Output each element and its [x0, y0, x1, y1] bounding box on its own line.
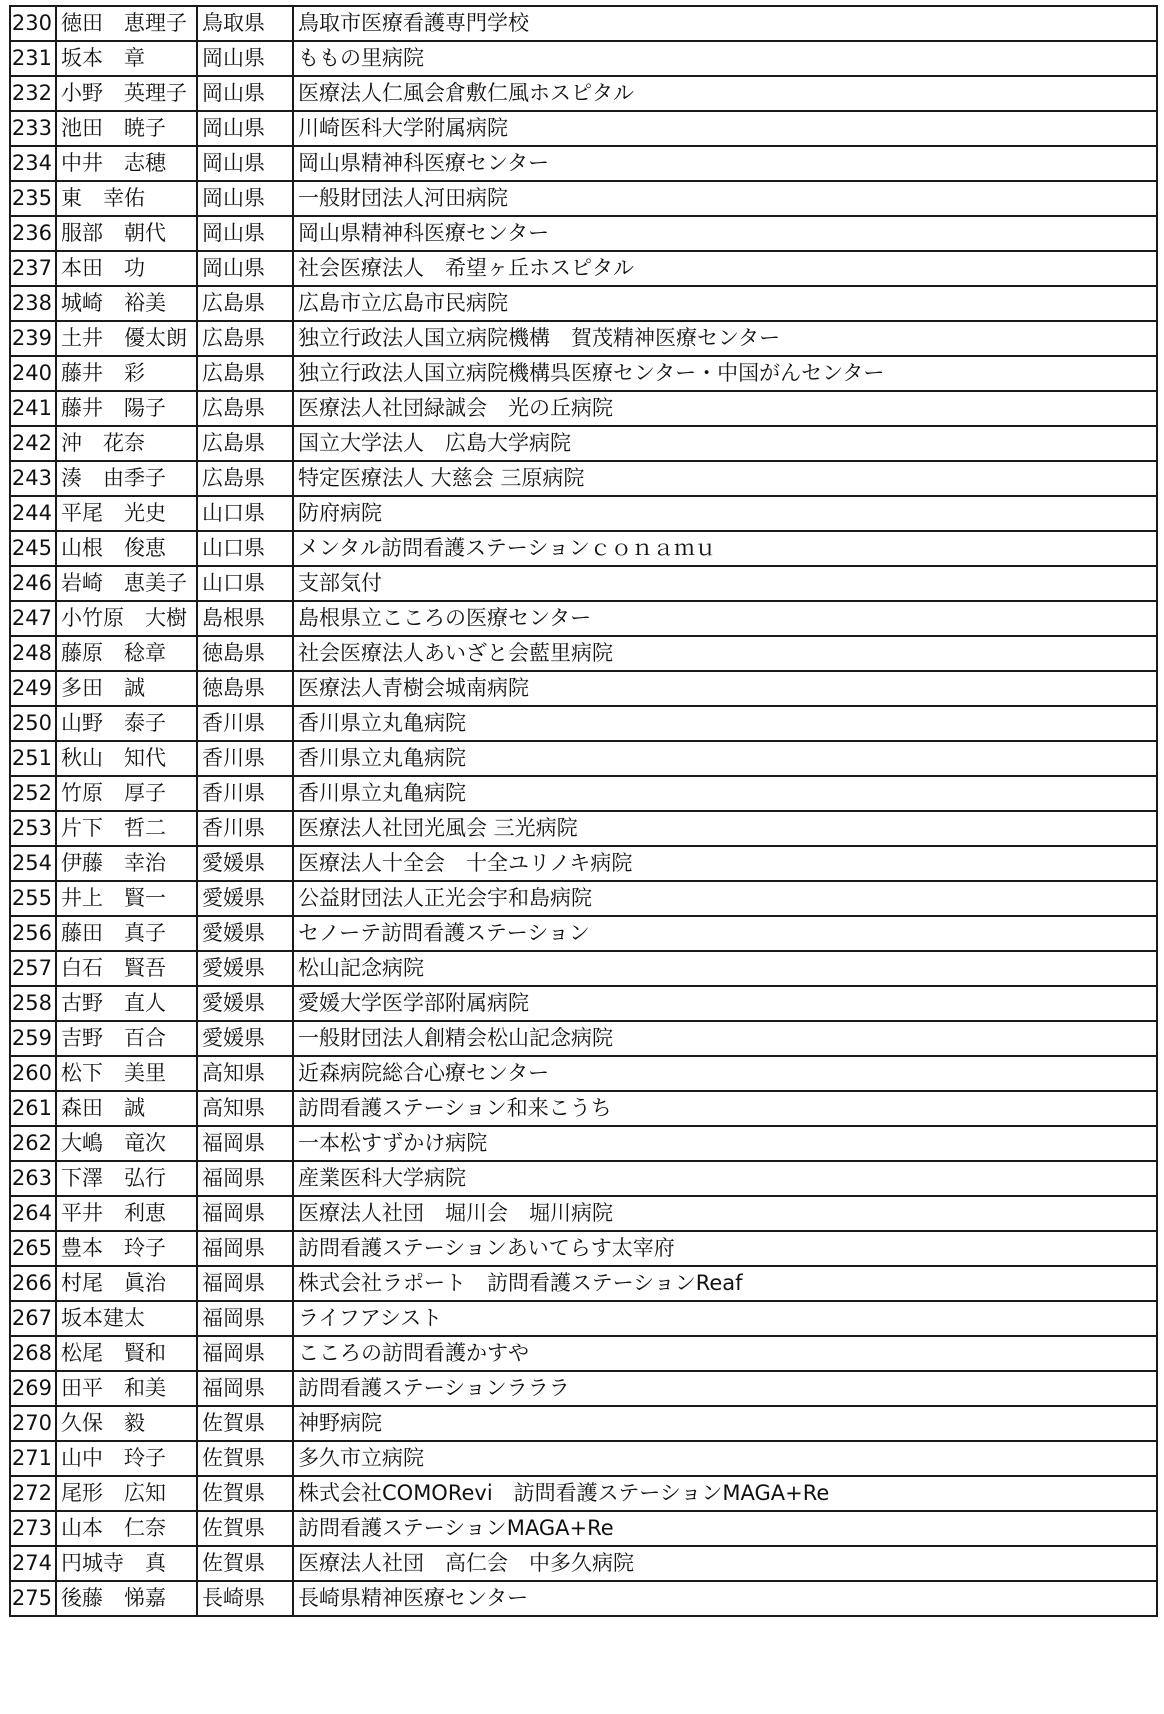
- table-row: [10, 41, 1157, 76]
- member-name-cell: 坂本 章: [56, 41, 197, 76]
- organization-cell: 一本松すずかけ病院: [293, 1126, 1157, 1161]
- prefecture-cell: 福岡県: [197, 1371, 293, 1406]
- organization-cell: セノーテ訪問看護ステーション: [293, 916, 1157, 951]
- table-row: [10, 1056, 1157, 1091]
- row-number-cell: 252: [10, 776, 56, 811]
- table-row: [10, 1231, 1157, 1266]
- prefecture-cell: 岡山県: [197, 146, 293, 181]
- row-number-cell: 258: [10, 986, 56, 1021]
- prefecture-cell: 岡山県: [197, 111, 293, 146]
- row-number-cell: 231: [10, 41, 56, 76]
- organization-cell: 多久市立病院: [293, 1441, 1157, 1476]
- table-row: [10, 1511, 1157, 1546]
- organization-cell: 香川県立丸亀病院: [293, 706, 1157, 741]
- row-number-cell: 235: [10, 181, 56, 216]
- organization-cell: 岡山県精神科医療センター: [293, 216, 1157, 251]
- organization-cell: 岡山県精神科医療センター: [293, 146, 1157, 181]
- prefecture-cell: 愛媛県: [197, 846, 293, 881]
- prefecture-cell: 広島県: [197, 426, 293, 461]
- row-number-cell: 275: [10, 1581, 56, 1616]
- member-name-cell: 東 幸佑: [56, 181, 197, 216]
- prefecture-cell: 佐賀県: [197, 1546, 293, 1581]
- member-name-cell: 井上 賢一: [56, 881, 197, 916]
- table-row: [10, 181, 1157, 216]
- prefecture-cell: 山口県: [197, 531, 293, 566]
- row-number-cell: 272: [10, 1476, 56, 1511]
- table-row: [10, 286, 1157, 321]
- row-number-cell: 251: [10, 741, 56, 776]
- table-row: [10, 811, 1157, 846]
- prefecture-cell: 香川県: [197, 706, 293, 741]
- organization-cell: 国立大学法人 広島大学病院: [293, 426, 1157, 461]
- member-name-cell: 城崎 裕美: [56, 286, 197, 321]
- member-name-cell: 服部 朝代: [56, 216, 197, 251]
- table-row: [10, 1441, 1157, 1476]
- row-number-cell: 263: [10, 1161, 56, 1196]
- table-row: [10, 1581, 1157, 1616]
- table-row: [10, 111, 1157, 146]
- row-number-cell: 245: [10, 531, 56, 566]
- row-number-cell: 260: [10, 1056, 56, 1091]
- row-number-cell: 238: [10, 286, 56, 321]
- prefecture-cell: 広島県: [197, 356, 293, 391]
- prefecture-cell: 香川県: [197, 776, 293, 811]
- organization-cell: 医療法人社団光風会 三光病院: [293, 811, 1157, 846]
- prefecture-cell: 岡山県: [197, 181, 293, 216]
- row-number-cell: 266: [10, 1266, 56, 1301]
- prefecture-cell: 香川県: [197, 811, 293, 846]
- organization-cell: 医療法人青樹会城南病院: [293, 671, 1157, 706]
- prefecture-cell: 長崎県: [197, 1581, 293, 1616]
- table-row: [10, 251, 1157, 286]
- member-name-cell: 田平 和美: [56, 1371, 197, 1406]
- organization-cell: 松山記念病院: [293, 951, 1157, 986]
- member-name-cell: 片下 哲二: [56, 811, 197, 846]
- prefecture-cell: 福岡県: [197, 1161, 293, 1196]
- row-number-cell: 262: [10, 1126, 56, 1161]
- member-name-cell: 沖 花奈: [56, 426, 197, 461]
- organization-cell: 長崎県精神医療センター: [293, 1581, 1157, 1616]
- organization-cell: 支部気付: [293, 566, 1157, 601]
- organization-cell: 広島市立広島市民病院: [293, 286, 1157, 321]
- organization-cell: 香川県立丸亀病院: [293, 776, 1157, 811]
- prefecture-cell: 岡山県: [197, 41, 293, 76]
- row-number-cell: 242: [10, 426, 56, 461]
- member-name-cell: 坂本建太: [56, 1301, 197, 1336]
- table-row: [10, 1546, 1157, 1581]
- table-row: [10, 1021, 1157, 1056]
- organization-cell: 訪問看護ステーションMAGA+Re: [293, 1511, 1157, 1546]
- member-name-cell: 中井 志穂: [56, 146, 197, 181]
- organization-cell: 独立行政法人国立病院機構呉医療センター・中国がんセンター: [293, 356, 1157, 391]
- organization-cell: 株式会社COMORevi 訪問看護ステーションMAGA+Re: [293, 1476, 1157, 1511]
- table-row: [10, 706, 1157, 741]
- table-row: [10, 1091, 1157, 1126]
- member-name-cell: 竹原 厚子: [56, 776, 197, 811]
- row-number-cell: 236: [10, 216, 56, 251]
- prefecture-cell: 香川県: [197, 741, 293, 776]
- prefecture-cell: 福岡県: [197, 1196, 293, 1231]
- row-number-cell: 232: [10, 76, 56, 111]
- prefecture-cell: 福岡県: [197, 1126, 293, 1161]
- prefecture-cell: 佐賀県: [197, 1441, 293, 1476]
- member-name-cell: 徳田 恵理子: [56, 6, 197, 41]
- prefecture-cell: 岡山県: [197, 251, 293, 286]
- row-number-cell: 261: [10, 1091, 56, 1126]
- member-table: [9, 5, 1158, 1617]
- member-name-cell: 本田 功: [56, 251, 197, 286]
- prefecture-cell: 徳島県: [197, 636, 293, 671]
- prefecture-cell: 徳島県: [197, 671, 293, 706]
- row-number-cell: 268: [10, 1336, 56, 1371]
- prefecture-cell: 佐賀県: [197, 1511, 293, 1546]
- row-number-cell: 237: [10, 251, 56, 286]
- table-row: [10, 76, 1157, 111]
- table-row: [10, 846, 1157, 881]
- row-number-cell: 265: [10, 1231, 56, 1266]
- prefecture-cell: 山口県: [197, 496, 293, 531]
- table-row: [10, 1196, 1157, 1231]
- member-name-cell: 山中 玲子: [56, 1441, 197, 1476]
- member-name-cell: 土井 優太朗: [56, 321, 197, 356]
- table-row: [10, 1371, 1157, 1406]
- row-number-cell: 255: [10, 881, 56, 916]
- organization-cell: 一般財団法人創精会松山記念病院: [293, 1021, 1157, 1056]
- organization-cell: 社会医療法人 希望ヶ丘ホスピタル: [293, 251, 1157, 286]
- organization-cell: 訪問看護ステーション和来こうち: [293, 1091, 1157, 1126]
- row-number-cell: 244: [10, 496, 56, 531]
- table-row: [10, 741, 1157, 776]
- member-name-cell: 平井 利恵: [56, 1196, 197, 1231]
- organization-cell: 島根県立こころの医療センター: [293, 601, 1157, 636]
- row-number-cell: 269: [10, 1371, 56, 1406]
- organization-cell: 特定医療法人 大慈会 三原病院: [293, 461, 1157, 496]
- row-number-cell: 264: [10, 1196, 56, 1231]
- organization-cell: メンタル訪問看護ステーションｃｏｎａｍｕ: [293, 531, 1157, 566]
- table-row: [10, 986, 1157, 1021]
- row-number-cell: 247: [10, 601, 56, 636]
- table-row: [10, 426, 1157, 461]
- row-number-cell: 243: [10, 461, 56, 496]
- member-name-cell: 下澤 弘行: [56, 1161, 197, 1196]
- organization-cell: 公益財団法人正光会宇和島病院: [293, 881, 1157, 916]
- member-name-cell: 秋山 知代: [56, 741, 197, 776]
- prefecture-cell: 佐賀県: [197, 1476, 293, 1511]
- member-name-cell: 森田 誠: [56, 1091, 197, 1126]
- prefecture-cell: 福岡県: [197, 1301, 293, 1336]
- organization-cell: 訪問看護ステーションラララ: [293, 1371, 1157, 1406]
- member-name-cell: 村尾 眞治: [56, 1266, 197, 1301]
- organization-cell: 医療法人仁風会倉敷仁風ホスピタル: [293, 76, 1157, 111]
- table-row: [10, 1336, 1157, 1371]
- member-name-cell: 円城寺 真: [56, 1546, 197, 1581]
- row-number-cell: 234: [10, 146, 56, 181]
- table-row: [10, 356, 1157, 391]
- prefecture-cell: 島根県: [197, 601, 293, 636]
- member-name-cell: 湊 由季子: [56, 461, 197, 496]
- member-name-cell: 平尾 光史: [56, 496, 197, 531]
- row-number-cell: 233: [10, 111, 56, 146]
- member-name-cell: 久保 毅: [56, 1406, 197, 1441]
- prefecture-cell: 高知県: [197, 1091, 293, 1126]
- member-name-cell: 藤原 稔章: [56, 636, 197, 671]
- table-row: [10, 1126, 1157, 1161]
- row-number-cell: 270: [10, 1406, 56, 1441]
- organization-cell: 医療法人社団 高仁会 中多久病院: [293, 1546, 1157, 1581]
- row-number-cell: 267: [10, 1301, 56, 1336]
- organization-cell: 一般財団法人河田病院: [293, 181, 1157, 216]
- table-row: [10, 776, 1157, 811]
- member-name-cell: 伊藤 幸治: [56, 846, 197, 881]
- member-name-cell: 松尾 賢和: [56, 1336, 197, 1371]
- member-name-cell: 山野 泰子: [56, 706, 197, 741]
- organization-cell: 鳥取市医療看護専門学校: [293, 6, 1157, 41]
- member-name-cell: 尾形 広知: [56, 1476, 197, 1511]
- member-name-cell: 古野 直人: [56, 986, 197, 1021]
- table-row: [10, 531, 1157, 566]
- organization-cell: 社会医療法人あいざと会藍里病院: [293, 636, 1157, 671]
- row-number-cell: 259: [10, 1021, 56, 1056]
- table-row: [10, 1266, 1157, 1301]
- table-row: [10, 146, 1157, 181]
- member-name-cell: 多田 誠: [56, 671, 197, 706]
- table-row: [10, 496, 1157, 531]
- row-number-cell: 250: [10, 706, 56, 741]
- prefecture-cell: 広島県: [197, 286, 293, 321]
- table-row: [10, 671, 1157, 706]
- member-name-cell: 大嶋 竜次: [56, 1126, 197, 1161]
- table-row: [10, 321, 1157, 356]
- table-row: [10, 1301, 1157, 1336]
- row-number-cell: 254: [10, 846, 56, 881]
- organization-cell: 訪問看護ステーションあいてらす太宰府: [293, 1231, 1157, 1266]
- member-name-cell: 藤井 陽子: [56, 391, 197, 426]
- prefecture-cell: 愛媛県: [197, 916, 293, 951]
- organization-cell: 近森病院総合心療センター: [293, 1056, 1157, 1091]
- table-row: [10, 391, 1157, 426]
- organization-cell: 産業医科大学病院: [293, 1161, 1157, 1196]
- table-row: [10, 566, 1157, 601]
- organization-cell: 医療法人十全会 十全ユリノキ病院: [293, 846, 1157, 881]
- row-number-cell: 271: [10, 1441, 56, 1476]
- row-number-cell: 239: [10, 321, 56, 356]
- table-row: [10, 216, 1157, 251]
- organization-cell: 愛媛大学医学部附属病院: [293, 986, 1157, 1021]
- row-number-cell: 253: [10, 811, 56, 846]
- table-row: [10, 1476, 1157, 1511]
- member-name-cell: 藤田 真子: [56, 916, 197, 951]
- prefecture-cell: 佐賀県: [197, 1406, 293, 1441]
- table-row: [10, 601, 1157, 636]
- prefecture-cell: 福岡県: [197, 1231, 293, 1266]
- table-row: [10, 951, 1157, 986]
- organization-cell: ももの里病院: [293, 41, 1157, 76]
- organization-cell: 独立行政法人国立病院機構 賀茂精神医療センター: [293, 321, 1157, 356]
- prefecture-cell: 広島県: [197, 461, 293, 496]
- row-number-cell: 256: [10, 916, 56, 951]
- prefecture-cell: 鳥取県: [197, 6, 293, 41]
- prefecture-cell: 高知県: [197, 1056, 293, 1091]
- table-row: [10, 461, 1157, 496]
- prefecture-cell: 愛媛県: [197, 1021, 293, 1056]
- row-number-cell: 241: [10, 391, 56, 426]
- organization-cell: 川崎医科大学附属病院: [293, 111, 1157, 146]
- prefecture-cell: 岡山県: [197, 76, 293, 111]
- prefecture-cell: 愛媛県: [197, 986, 293, 1021]
- row-number-cell: 273: [10, 1511, 56, 1546]
- member-name-cell: 小野 英理子: [56, 76, 197, 111]
- organization-cell: 神野病院: [293, 1406, 1157, 1441]
- prefecture-cell: 広島県: [197, 391, 293, 426]
- member-name-cell: 藤井 彩: [56, 356, 197, 391]
- organization-cell: 株式会社ラポート 訪問看護ステーションReaf: [293, 1266, 1157, 1301]
- organization-cell: 防府病院: [293, 496, 1157, 531]
- member-table-body: [10, 6, 1157, 1616]
- member-name-cell: 吉野 百合: [56, 1021, 197, 1056]
- member-name-cell: 岩崎 恵美子: [56, 566, 197, 601]
- prefecture-cell: 山口県: [197, 566, 293, 601]
- table-row: [10, 881, 1157, 916]
- row-number-cell: 249: [10, 671, 56, 706]
- member-name-cell: 松下 美里: [56, 1056, 197, 1091]
- prefecture-cell: 岡山県: [197, 216, 293, 251]
- prefecture-cell: 愛媛県: [197, 951, 293, 986]
- member-name-cell: 小竹原 大樹: [56, 601, 197, 636]
- member-name-cell: 後藤 悌嘉: [56, 1581, 197, 1616]
- organization-cell: ライフアシスト: [293, 1301, 1157, 1336]
- prefecture-cell: 愛媛県: [197, 881, 293, 916]
- prefecture-cell: 福岡県: [197, 1266, 293, 1301]
- row-number-cell: 248: [10, 636, 56, 671]
- organization-cell: 香川県立丸亀病院: [293, 741, 1157, 776]
- organization-cell: 医療法人社団 堀川会 堀川病院: [293, 1196, 1157, 1231]
- row-number-cell: 230: [10, 6, 56, 41]
- member-name-cell: 池田 暁子: [56, 111, 197, 146]
- row-number-cell: 240: [10, 356, 56, 391]
- row-number-cell: 257: [10, 951, 56, 986]
- row-number-cell: 246: [10, 566, 56, 601]
- organization-cell: こころの訪問看護かすや: [293, 1336, 1157, 1371]
- table-row: [10, 916, 1157, 951]
- prefecture-cell: 福岡県: [197, 1336, 293, 1371]
- table-row: [10, 1406, 1157, 1441]
- member-name-cell: 白石 賢吾: [56, 951, 197, 986]
- member-name-cell: 豊本 玲子: [56, 1231, 197, 1266]
- table-row: [10, 1161, 1157, 1196]
- member-name-cell: 山根 俊恵: [56, 531, 197, 566]
- member-name-cell: 山本 仁奈: [56, 1511, 197, 1546]
- table-row: [10, 636, 1157, 671]
- prefecture-cell: 広島県: [197, 321, 293, 356]
- table-row: [10, 6, 1157, 41]
- organization-cell: 医療法人社団緑誠会 光の丘病院: [293, 391, 1157, 426]
- row-number-cell: 274: [10, 1546, 56, 1581]
